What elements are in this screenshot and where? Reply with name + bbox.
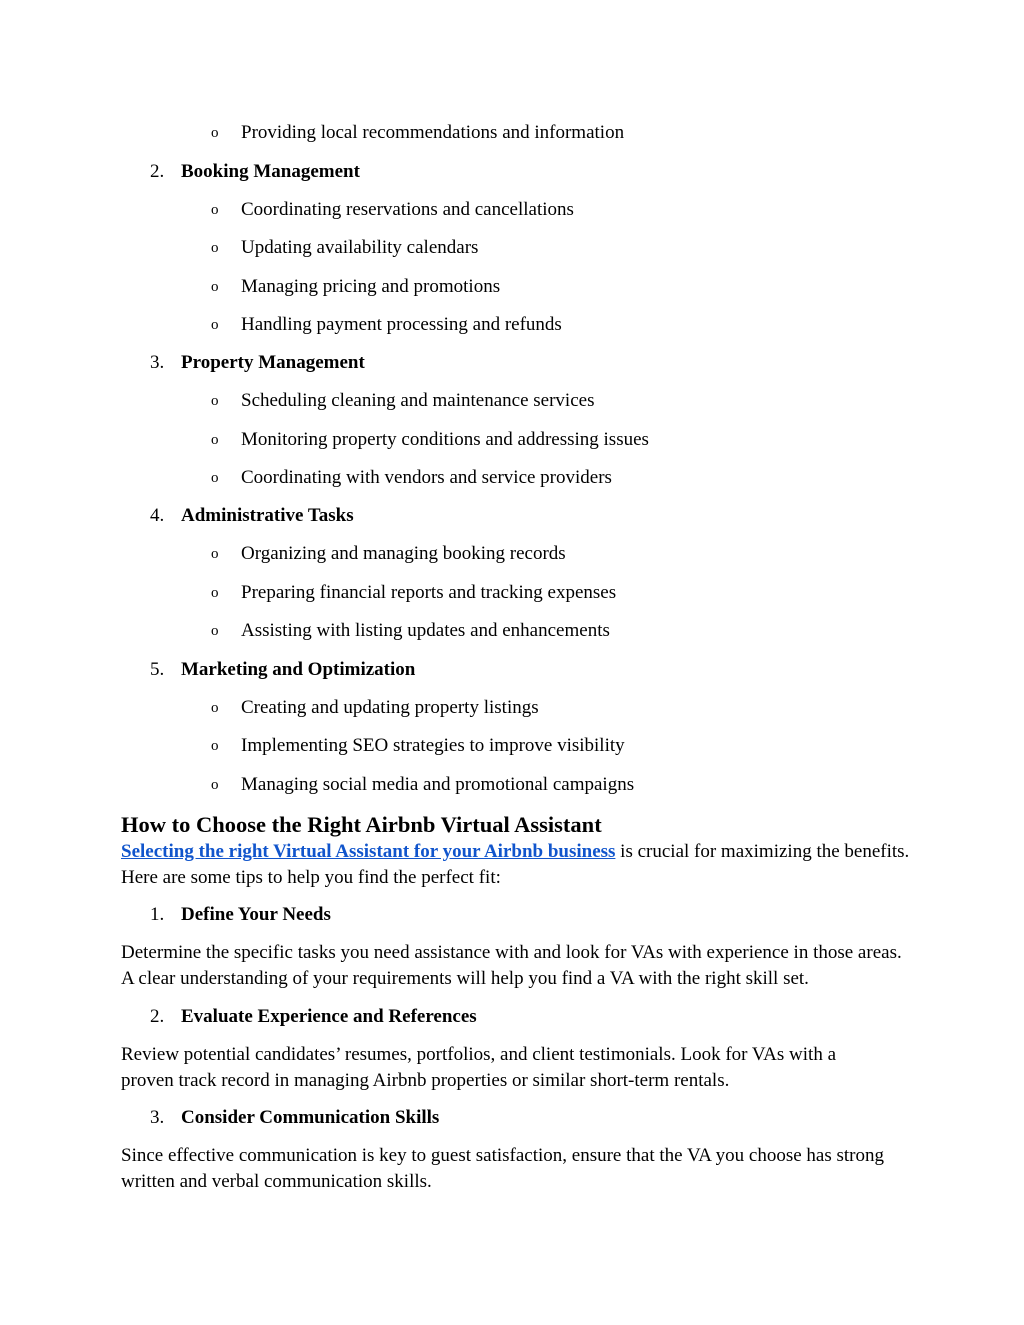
list-item: Monitoring property conditions and addressing issues — [241, 429, 649, 450]
bullet-marker: o — [211, 585, 219, 601]
tip-number: 3. — [150, 1107, 165, 1128]
section-number: 3. — [150, 352, 165, 373]
section-heading: How to Choose the Right Airbnb Virtual Assistant — [121, 812, 602, 837]
tip-body: Since effective communication is key to guest satisfaction, ensure that the VA you choose has strong written and verbal communication skills. — [121, 1145, 885, 1192]
tip-title: Consider Communication Skills — [181, 1107, 440, 1128]
section-title: Booking Management — [181, 161, 360, 182]
list-item: Handling payment processing and refunds — [241, 314, 562, 335]
tip-title: Evaluate Experience and References — [181, 1006, 477, 1027]
bullet-marker: o — [211, 317, 219, 333]
section-number: 5. — [150, 659, 165, 680]
bullet-marker: o — [211, 432, 219, 448]
list-item: Creating and updating property listings — [241, 697, 539, 718]
bullet-marker: o — [211, 279, 219, 295]
bullet-marker: o — [211, 393, 219, 409]
list-item: Providing local recommendations and information — [241, 122, 625, 143]
tip-body: Determine the specific tasks you need assistance with and look for VAs with experience in those areas. A clear understanding of your requirements will help you find a VA with the right skill set. — [121, 942, 902, 989]
list-item: Updating availability calendars — [241, 237, 479, 258]
section-title: Administrative Tasks — [181, 505, 354, 526]
tip-title: Define Your Needs — [181, 904, 331, 925]
tip-number: 2. — [150, 1006, 165, 1027]
bullet-marker: o — [211, 470, 219, 486]
section-number: 4. — [150, 505, 165, 526]
list-item: Coordinating with vendors and service providers — [241, 467, 612, 488]
list-item: Managing pricing and promotions — [241, 276, 501, 297]
bullet-marker: o — [211, 546, 219, 562]
list-item: Organizing and managing booking records — [241, 543, 566, 564]
article-link[interactable]: Selecting the right Virtual Assistant for your Airbnb business — [121, 841, 616, 862]
bullet-marker: o — [211, 700, 219, 716]
bullet-marker: o — [211, 125, 219, 141]
section-title: Property Management — [181, 352, 365, 373]
bullet-marker: o — [211, 240, 219, 256]
bullet-marker: o — [211, 777, 219, 793]
intro-text: is crucial for maximizing the benefits. Here are some tips to help you find the perfect fit: — [121, 841, 910, 888]
list-item: Scheduling cleaning and maintenance services — [241, 390, 595, 411]
bullet-marker: o — [211, 202, 219, 218]
bullet-marker: o — [211, 738, 219, 754]
list-item: Managing social media and promotional campaigns — [241, 774, 635, 795]
list-item: Preparing financial reports and tracking expenses — [241, 582, 617, 603]
section-title: Marketing and Optimization — [181, 659, 416, 680]
list-item: Coordinating reservations and cancellations — [241, 199, 574, 220]
intro-paragraph — [121, 839, 921, 890]
tip-number: 1. — [150, 904, 165, 925]
section-number: 2. — [150, 161, 165, 182]
list-item: Assisting with listing updates and enhancements — [241, 620, 610, 641]
bullet-marker: o — [211, 623, 219, 639]
tip-body: Review potential candidates’ resumes, portfolios, and client testimonials. Look for VAs with a proven track record in managing Airbnb properties or similar short-term rentals. — [121, 1044, 836, 1091]
list-item: Implementing SEO strategies to improve visibility — [241, 735, 625, 756]
